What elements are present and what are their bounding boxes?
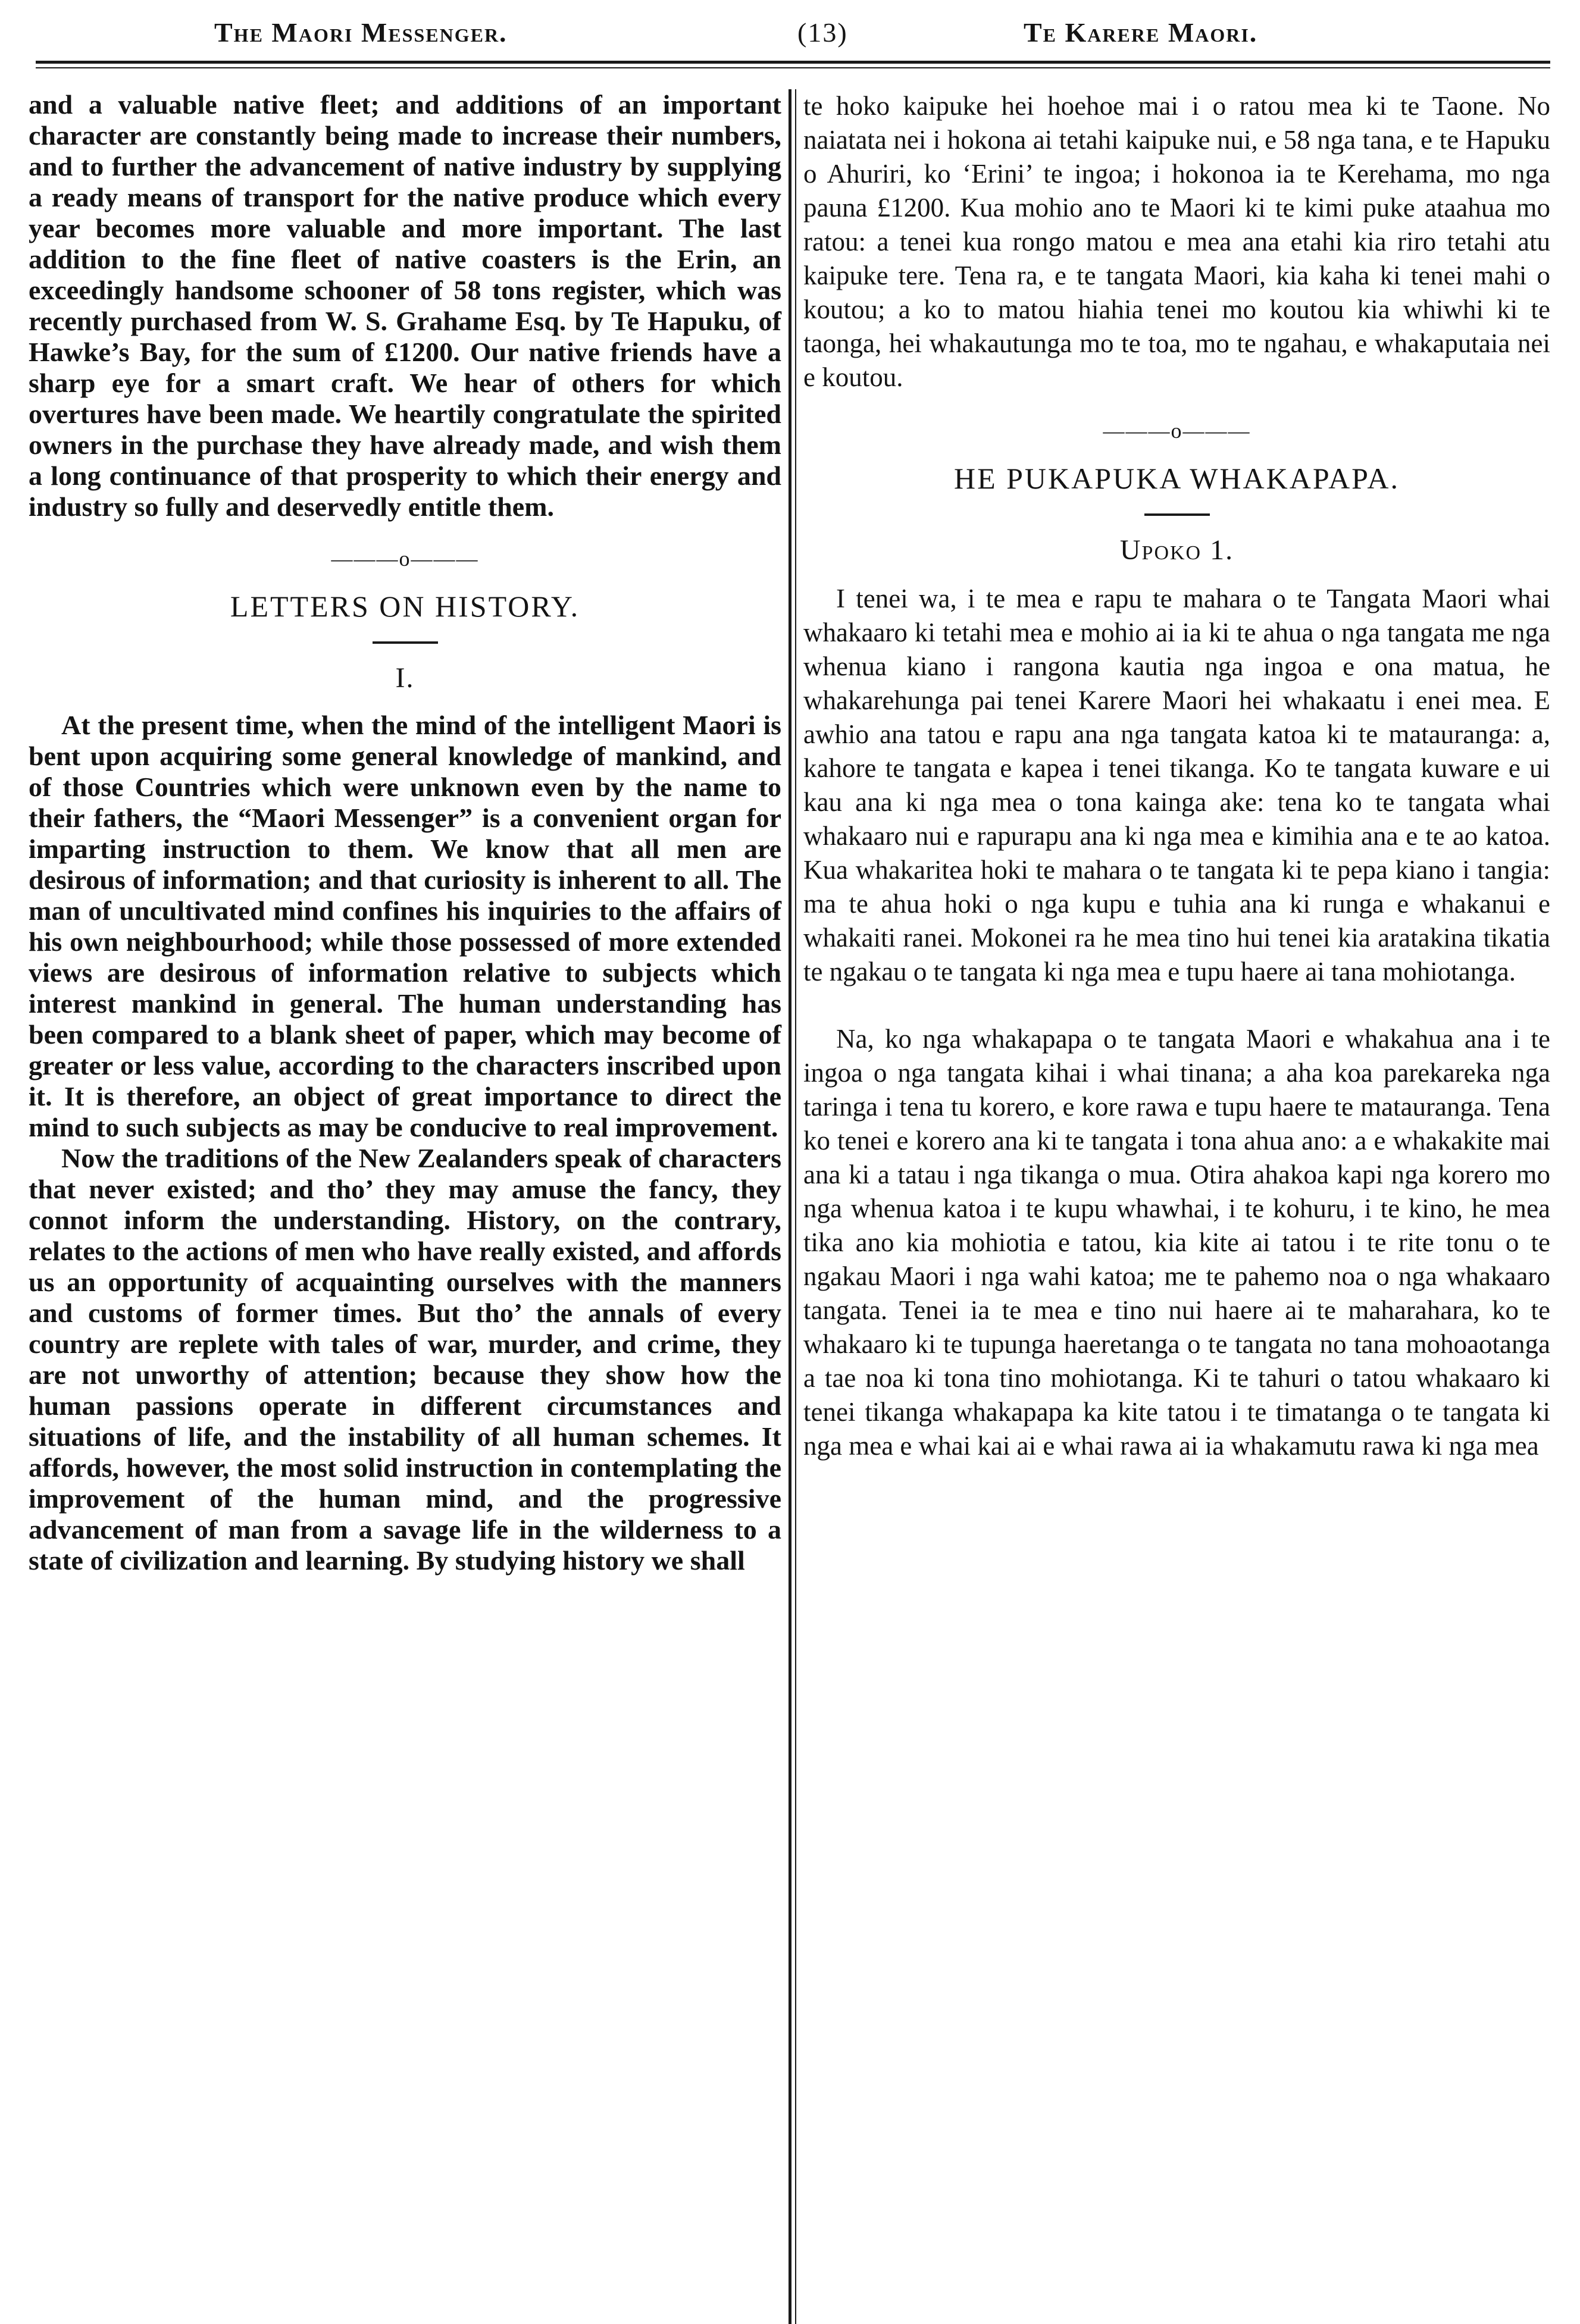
english-paragraph-traditions: Now the traditions of the New Zealanders speak of characters that never existed; and tho’ they may amuse the fancy, they connot inform the understanding. History, on the contrary, relates to the actions of men who have really existed, and affords us an opportunity of acquainting ourselves with the manners and customs of former times. But tho’ the annals of every country are replete with tales of war, murder, and crime, they are not unworthy of attention; because they show how the human passions operate in different circumstances and situations of life, and the instability of all human schemes. It affords, however, the most solid instruction in contemplating the improvement of the human mind, and the progressive advancement of man from a savage life in the wilderness to a state of civilization and learning. By studying history we shall — [29, 1143, 781, 1576]
column-divider-thin — [795, 89, 796, 2324]
maori-title-rule — [1144, 513, 1210, 516]
header-rule-thick — [36, 61, 1550, 64]
english-column — [29, 89, 781, 1576]
header-rule-thin — [36, 67, 1550, 68]
english-section-number: I. — [395, 662, 415, 694]
english-separator: ———o——— — [331, 547, 479, 571]
english-paragraph-history-intro: At the present time, when the mind of the intelligent Maori is bent upon acquiring some general knowledge of mankind, and of those Countries which were unknown even by the name to their fathers, the “Maori Messenger” is a convenient organ for imparting instruction to them. We know that all men are desirous of information; and that curiosity is inherent to all. The man of uncultivated mind confines his inquiries to the affairs of his own neighbourhood; while those possessed of more extended views are desirous of information relative to subjects which interest mankind in general. The human understanding has been compared to a blank sheet of paper, which may become of greater or less value, according to the characters inscribed upon it. It is therefore, an object of great importance to direct the mind to such subjects as may be conducive to real improvement. — [29, 710, 781, 1142]
maori-separator: ———o——— — [1103, 419, 1251, 443]
maori-paragraph-intro: I tenei wa, i te mea e rapu te mahara o te Tangata Maori whai whakaaro ki tetahi mea e mohio ai ia ki te ahua o nga tangata me nga whenua kiano i rangona kautia nga ingoa e ona matua, he whakarehunga pai tenei Karere Maori hei whakaatu i enei mea. E awhio ana tatou e rapu ana nga tangata katoa ki te matauranga: a, kahore te tangata e kapea i tenei tikanga. Ko te tangata kuware e ui kau ana ki nga mea o tona kainga ake: tena ko te tangata whai whakaaro nui e rapurapu ana ki nga mea e kimihia ana e te ao katoa. Kua whakaritea hoki te mahara o te tangata ki te pepa kiano i tangia: ma te ahua hoki o nga kupu e tuhia ana ki runga e whakanui e whakaiti ranei. Mokonei ra he mea tino hui tenei kia aratakina tikatia te ngakau o te tangata ki nga mea e tupu haere ai tana mohiotanga. — [803, 584, 1550, 986]
maori-column — [803, 89, 1550, 1463]
maori-section-number: Upoko 1. — [1119, 534, 1234, 566]
english-title-rule — [373, 641, 438, 644]
english-paragraph-fleet: and a valuable native fleet; and additions of an important character are constantly being made to increase their numbers, and to further the advancement of native industry by supplying a ready means of transport for the native produce which every year becomes more valuable and more important. The last addition to the fine fleet of native coasters is the Erin, an exceedingly handsome schooner of 58 tons register, which was recently purchased from W. S. Grahame Esq. by Te Hapuku, of Hawke’s Bay, for the sum of £1200. Our native friends have a sharp eye for a smart craft. We hear of others for which overtures have been made. We heartily congratulate the spirited owners in the purchase they have already made, and wish them a long continuance of that prosperity to which their energy and industry so fully and deservedly entitle them. — [29, 89, 781, 522]
header-title-english: The Maori Messenger. — [214, 17, 508, 48]
english-section-title: LETTERS ON HISTORY. — [230, 590, 580, 623]
maori-paragraph-kaipuke: te hoko kaipuke hei hoehoe mai i o ratou mea ki te Taone. No naiatata nei i hokona ai tetahi kaipuke nui, e 58 nga tana, e te Hapuku o Ahuriri, ko ‘Erini’ te ingoa; i hokonoa ia te Kerehama, mo nga pauna £1200. Kua mohio ano te Maori ki te kimi puke ataahua mo ratou: a tenei kua rongo matou e mea ana etahi kia riro tetahi atu kaipuke tere. Tena ra, e te tangata Maori, kia kaha ki tenei mahi o koutou; a ko to matou hiahia tenei mo koutou kia whiwhi ki te taonga, hei whakautunga mo te toa, mo te ngahau, e whakaputaia nei e koutou. — [803, 91, 1550, 392]
page-number: (13) — [797, 17, 848, 48]
header-title-maori: Te Karere Maori. — [1024, 17, 1258, 48]
maori-section-title: HE PUKAPUKA WHAKAPAPA. — [953, 462, 1400, 495]
column-divider-thick — [789, 89, 791, 2324]
page-header — [36, 8, 1550, 59]
maori-paragraph-whakapapa: Na, ko nga whakapapa o te tangata Maori e whakahua ana i te ingoa o nga tangata kihai i whai tinana; a aha koa parekareka nga taringa i tena tu korero, e kore rawa e tupu haere te matauranga. Tena ko tenei e korero ana ki te tangata i tona ahua ano: a e whakakite mai ana ki a tatau i nga tikanga o mua. Otira ahakoa kapi nga korero mo nga whenua katoa i te kupu whawhai, i te kohuru, i te kino, he mea tika ano kia mohiotia e tatou, kia kite ai tatou i te rite tonu o te ngakau Maori i nga wahi katoa; me te pahemo noa o nga whakaaro tangata. Tenei ia te mea e tino nui haere ai te maharahara, ko te whakaaro ki te tupunga haeretanga o te tangata no tana mohoaotanga a tae noa ki tona tino mohiotanga. Ki te tahuri o tatou whakaaro ki tenei tikanga whakapapa ka kite tatou i te timatanga o te tangata ki nga mea e whai kai ai e whai rawa ai ia whakamutu rawa ki nga mea — [803, 1024, 1550, 1461]
paragraph-gap — [803, 989, 1550, 1022]
